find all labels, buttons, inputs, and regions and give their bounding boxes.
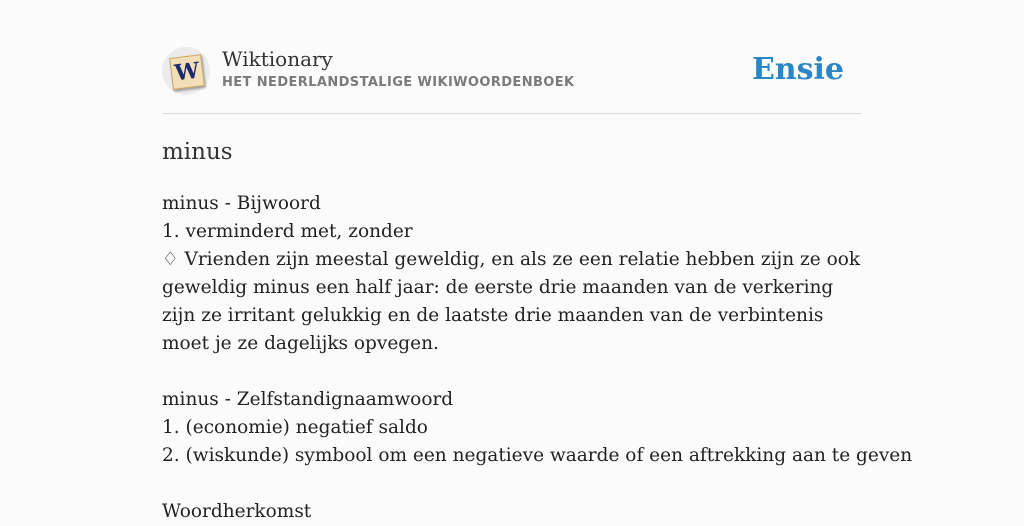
- wiktionary-logo[interactable]: [162, 47, 210, 95]
- definition-item: 1. verminderd met, zonder: [162, 221, 413, 242]
- page-title: minus: [162, 139, 233, 165]
- section-heading-bijwoord: minus - Bijwoord: [162, 193, 321, 214]
- section-heading-woordherkomst: Woordherkomst: [162, 501, 312, 522]
- definition-item: 1. (economie) negatief saldo: [162, 417, 428, 438]
- ensie-logo[interactable]: Ensie: [751, 52, 844, 87]
- site-title[interactable]: Wiktionary: [222, 47, 333, 71]
- section-gap: [162, 358, 862, 386]
- section-gap: [162, 470, 862, 498]
- entry-body: [162, 190, 913, 526]
- site-subtitle: HET NEDERLANDSTALIGE WIKIWOORDENBOEK: [222, 75, 575, 90]
- logo-tile-icon: W: [169, 54, 205, 90]
- site-header: [162, 45, 862, 114]
- section-heading-zelfstandignaamwoord: minus - Zelfstandignaamwoord: [162, 389, 454, 410]
- definition-item: 2. (wiskunde) symbool om een negatieve waarde of een aftrekking aan te geven: [162, 445, 913, 466]
- example-sentence: ♢ Vrienden zijn meestal geweldig, en als ze een relatie hebben zijn ze ook geweldig minus een half jaar: de eerste drie maanden van de verkering zijn ze irritant gelukkig en de laatste drie maanden van de verbintenis moet je ze dagelijks opvegen.: [162, 249, 861, 354]
